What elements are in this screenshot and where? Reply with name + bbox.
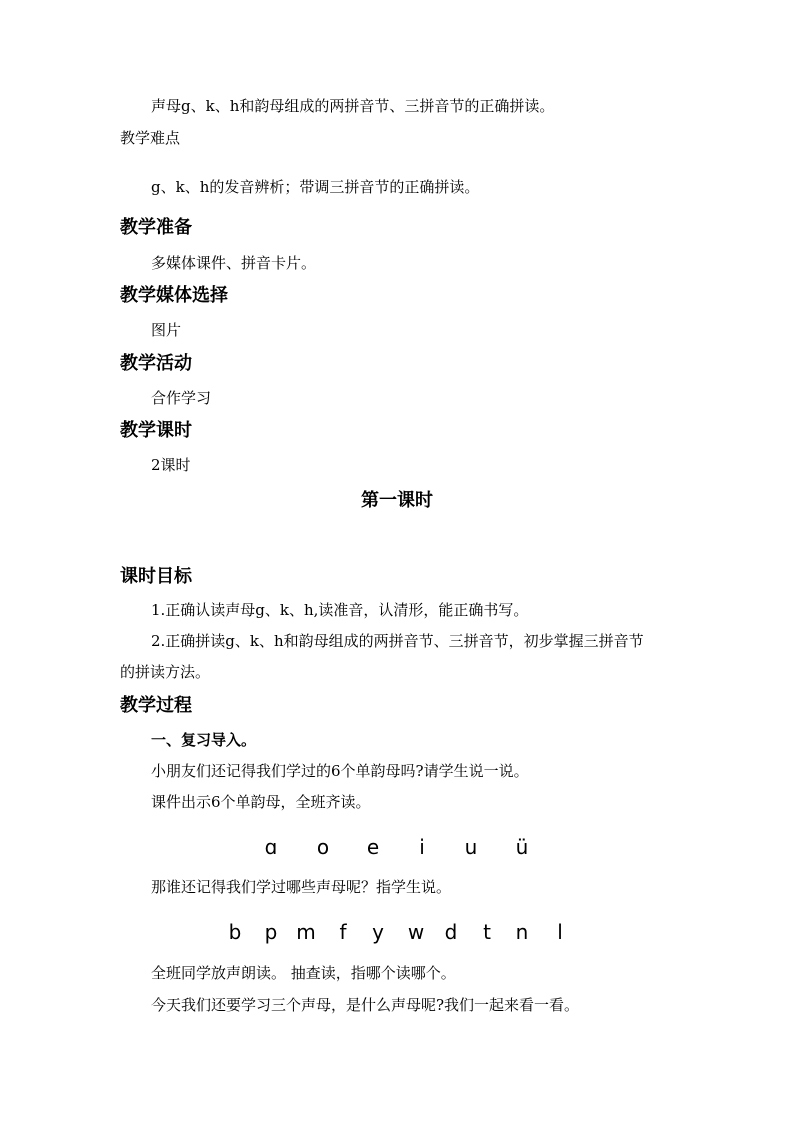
- goal-heading: 课时目标: [120, 566, 192, 587]
- hours-text: 2课时: [151, 456, 191, 474]
- consonant-letter: t: [483, 920, 491, 944]
- goal-item-2-cont: 的拼读方法。: [120, 663, 211, 681]
- consonant-question: 那谁还记得我们学过哪些声母呢？指学生说。: [151, 878, 452, 896]
- lesson-title: 第一课时: [361, 490, 433, 511]
- activity-text: 合作学习: [151, 389, 212, 407]
- consonant-letter: m: [296, 920, 316, 944]
- consonant-row: [0, 922, 794, 946]
- difficulty-text: g、k、h的发音辨析；带调三拼音节的正确拼读。: [151, 178, 480, 196]
- process-heading: 教学过程: [120, 695, 192, 716]
- media-text: 图片: [151, 321, 182, 339]
- new-lesson-intro: 今天我们还要学习三个声母，是什么声母呢?我们一起来看一看。: [151, 996, 580, 1014]
- goal-item-2: 2.正确拼读g、k、h和韵母组成的两拼音节、三拼音节，初步掌握三拼音节: [151, 632, 644, 650]
- read-aloud-text: 全班同学放声朗读。 抽查读，指哪个读哪个。: [151, 964, 456, 982]
- consonant-letter: w: [407, 920, 425, 944]
- vowel-letter: ɑ: [264, 835, 278, 859]
- step1-title: 一、复习导入。: [151, 731, 257, 749]
- prep-heading: 教学准备: [120, 217, 192, 238]
- key-point-text: 声母g、k、h和韵母组成的两拼音节、三拼音节的正确拼读。: [151, 97, 555, 115]
- vowel-letter: o: [316, 835, 330, 859]
- step1-question: 小朋友们还记得我们学过的6个单韵母吗?请学生说一说。: [151, 762, 529, 780]
- activity-heading: 教学活动: [120, 353, 192, 374]
- consonant-letter: y: [372, 920, 384, 944]
- consonant-letter: p: [264, 920, 278, 944]
- vowel-letter: u: [464, 835, 478, 859]
- consonant-letter: f: [339, 920, 347, 944]
- media-heading: 教学媒体选择: [120, 285, 228, 306]
- prep-text: 多媒体课件、拼音卡片。: [151, 254, 317, 272]
- vowel-letter: e: [366, 835, 380, 859]
- difficulty-heading: 教学难点: [120, 129, 181, 147]
- vowel-row: [0, 837, 794, 861]
- consonant-letter: b: [228, 920, 242, 944]
- step1-show: 课件出示6个单韵母，全班齐读。: [151, 793, 371, 811]
- consonant-letter: n: [515, 920, 529, 944]
- hours-heading: 教学课时: [120, 420, 192, 441]
- vowel-letter: ü: [515, 835, 529, 859]
- consonant-letter: d: [444, 920, 458, 944]
- consonant-letter: l: [557, 920, 563, 944]
- goal-item-1: 1.正确认读声母g、k、h,读准音，认清形，能正确书写。: [151, 601, 529, 619]
- vowel-letter: i: [419, 835, 425, 859]
